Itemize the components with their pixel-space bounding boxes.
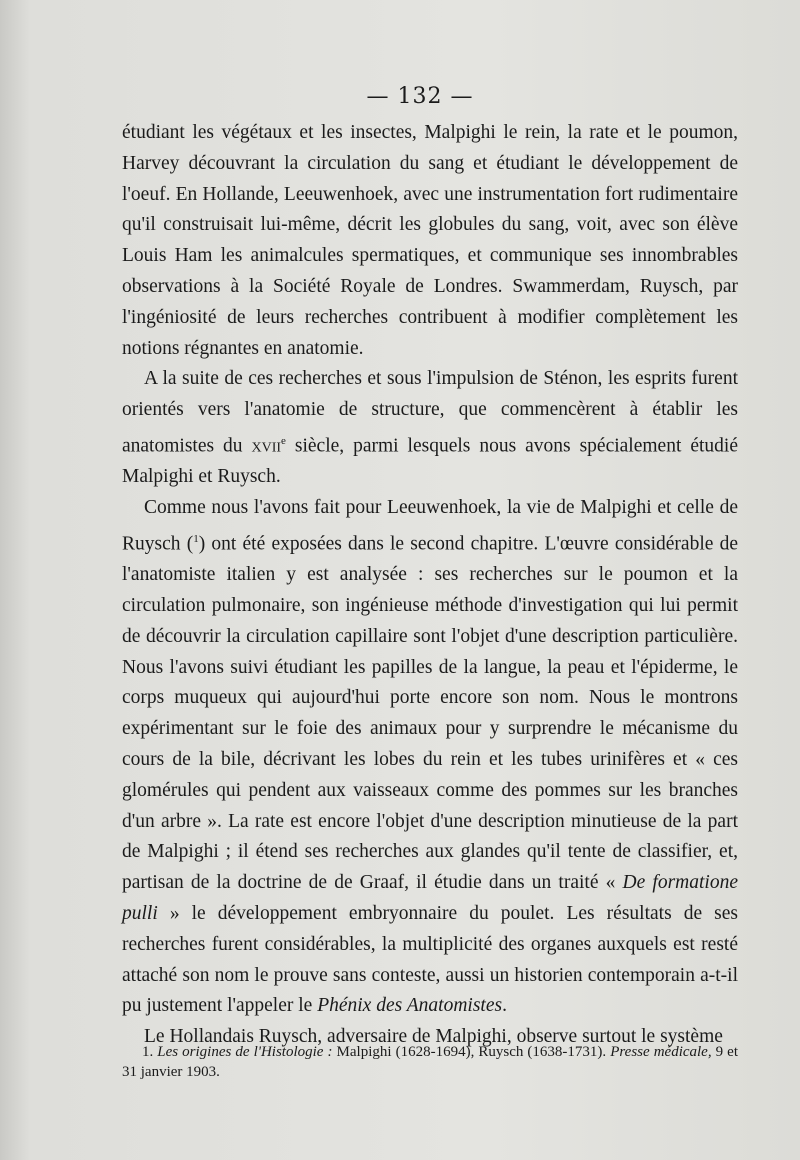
paragraph-3-text-b: ) ont été exposées dans le second chapitre. L'œuvre considérable de l'anatomiste italien y est analysée : ses recherches sur le poumon et la circulation pulmonaire, son ingénieuse méthode d'investigation qui lui permit de découvrir la circulation capillaire sont l'objet d'une description particulière. Nous l'avons suivi étudiant les papilles de la langue, la peau et l'épiderme, le corps muqueux qui aujourd'hui porte encore son nom. Nous le montrons expérimentant sur le foie des animaux pour y surprendre le mécanisme du cours de la bile, décrivant les lobes du rein et les tubes urinifères et « ces glomérules qui pendent aux vaisseaux comme des pommes sur les branches d'un arbre ». La rate est encore l'objet d'une description minutieuse de la part de Malpighi ; il étend ses recherches aux glandes qu'il tente de classifier, et, partisan de la doctrine de de Graaf, il étudie dans un traité « xyxy=(122,533,738,894)
paragraph-3-text-a: Comme nous l'avons fait pour Leeuwenhoek, la vie de Malpighi et celle de Ruysch ( xyxy=(122,497,738,555)
footnote-reference: 1 xyxy=(193,532,199,545)
italic-title: De formatione pulli xyxy=(122,872,738,924)
italic-epithet: Phénix des Anatomistes xyxy=(317,995,503,1017)
footnote-text-a: Malpighi (1628-1694), Ruysch (1638-1731). xyxy=(332,1044,611,1060)
paragraph-2-text-a: A la suite de ces recherches et sous l'impulsion de Sténon, les esprits furent orientés vers l'anatomie de structure, que commencèrent à établir les anatomistes du xyxy=(122,368,738,457)
footnote-text-b: 9 et 31 janvier 1903. xyxy=(122,1044,739,1080)
footnote-number: 1. xyxy=(142,1044,154,1060)
paragraph-4: Le Hollandais Ruysch, adversaire de Malpighi, observe surtout le système xyxy=(144,1026,723,1048)
paragraph-2 xyxy=(122,364,738,493)
footnote-italic-title: Les origines de l'Histologie : xyxy=(157,1044,333,1060)
paragraph-3-text-d: . xyxy=(502,995,507,1017)
paragraph-3-text-c: » le développement embryonnaire du poulet. Les résultats de ses recherches furent considérables, la multiplicité des organes auxquels est resté attaché son nom le prouve sans conteste, aussi un historien contemporain a-t-il pu justement l'appeler le xyxy=(122,902,738,1017)
page-number: — 132 — xyxy=(366,84,474,109)
century-numeral: xvii xyxy=(251,435,282,457)
paragraph-2-text-b: siècle, parmi lesquels nous avons spécialement étudié Malpighi et Ruysch. xyxy=(122,435,738,488)
paragraph-1: étudiant les végétaux et les insectes, Malpighi le rein, la rate et le poumon, Harvey découvrant la circulation du sang et étudiant le développement de l'oeuf. En Hollande, Leeuwenhoek, avec une instrumentation fort rudimentaire qu'il construisait lui-même, décrit les globules du sang, voit, avec son élève Louis Ham les animalcules spermatiques, et communique ses innombrables observations à la Société Royale de Londres. Swammerdam, Ruysch, par l'ingéniosité de leurs recherches contribuent à modifier complètement les notions régnantes en anatomie. xyxy=(122,122,738,359)
paragraph-3 xyxy=(122,493,738,1022)
footnotes xyxy=(122,1042,738,1082)
footnote-1 xyxy=(122,1042,738,1082)
footnote-journal: Presse médicale, xyxy=(610,1044,712,1060)
century-suffix: e xyxy=(281,434,286,447)
body-text xyxy=(122,118,738,1053)
